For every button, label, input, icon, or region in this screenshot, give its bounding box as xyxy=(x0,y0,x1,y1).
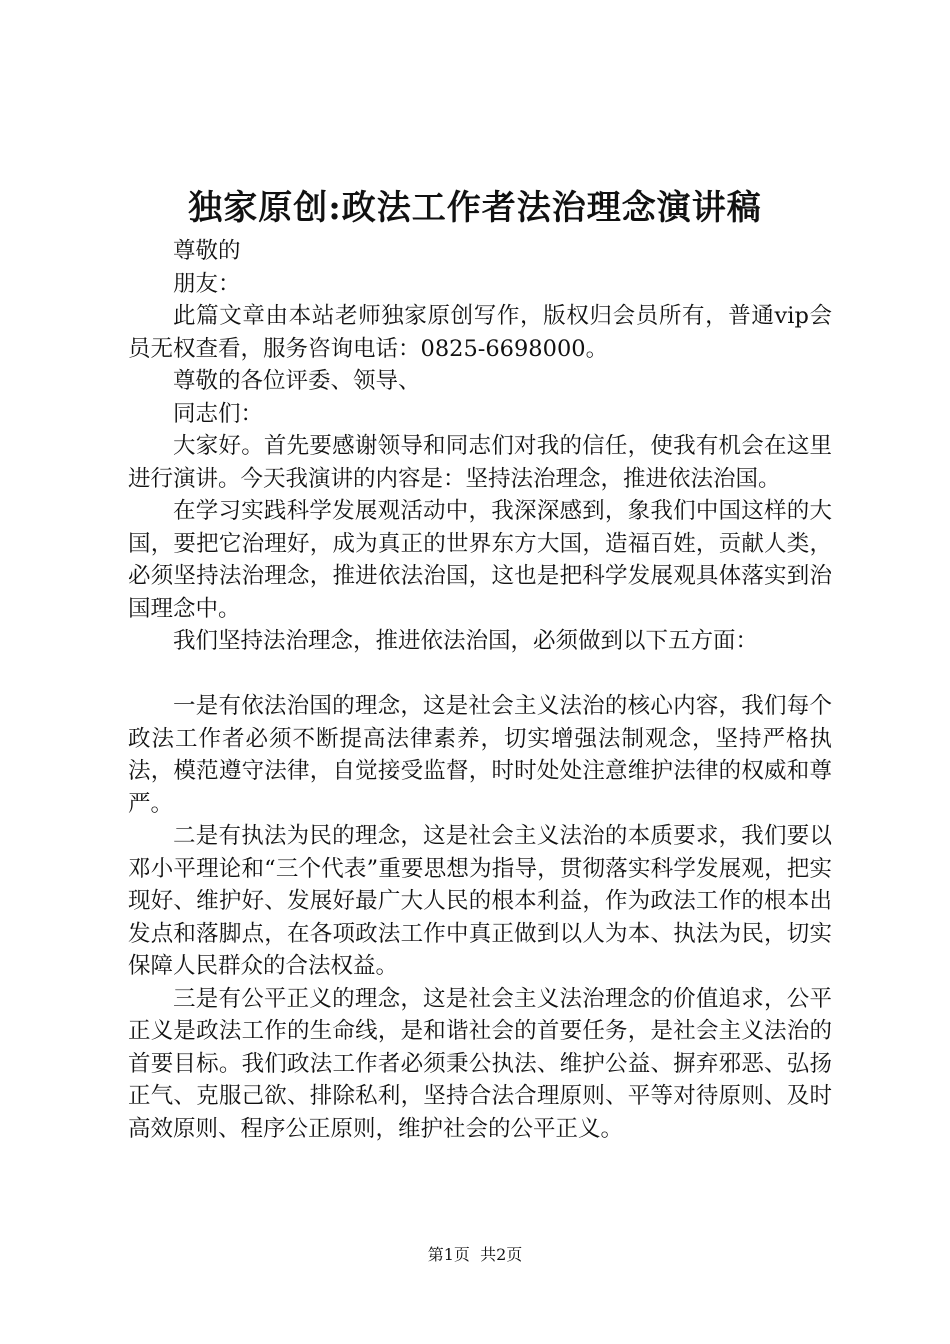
paragraph-copyright-notice: 此篇文章由本站老师独家原创写作，版权归会员所有，普通vip会员无权查看，服务咨询电话：0825-6698000。 xyxy=(128,303,832,362)
paragraph-point-2: 二是有执法为民的理念，这是社会主义法治的本质要求，我们要以邓小平理论和“三个代表”重要思想为指导，贯彻落实科学发展观，把实现好、维护好、发展好最广大人民的根本利益，作为政法工作的根本出发点和落脚点，在各项政法工作中真正做到以人为本、执法为民，切实保障人民群众的合法权益。 xyxy=(128,823,832,979)
page-footer xyxy=(0,1243,950,1267)
paragraph-point-3: 三是有公平正义的理念，这是社会主义法治理念的价值追求，公平正义是政法工作的生命线，是和谐社会的首要任务，是社会主义法治的首要目标。我们政法工作者必须秉公执法、维护公益、摒弃邪恶、弘扬正气、克服己欲、排除私利，坚持合法合理原则、平等对待原则、及时高效原则、程序公正原则，维护社会的公平正义。 xyxy=(128,985,832,1142)
paragraph-greeting-1: 尊敬的各位评委、领导、 xyxy=(173,368,421,394)
blank-line xyxy=(128,658,832,691)
footer-separator xyxy=(470,1245,480,1264)
document-title: 独家原创:政法工作者法治理念演讲稿 xyxy=(188,188,762,228)
paragraph-five-aspects: 我们坚持法治理念，推进依法治国，必须做到以下五方面： xyxy=(173,628,759,654)
paragraph-intro: 大家好。首先要感谢领导和同志们对我的信任，使我有机会在这里进行演讲。今天我演讲的内容是：坚持法治理念，推进依法治国。 xyxy=(128,433,832,492)
document-body xyxy=(128,235,832,1145)
paragraph-point-1: 一是有依法治国的理念，这是社会主义法治的核心内容，我们每个政法工作者必须不断提高法律素养，切实增强法制观念，坚持严格执法，模范遵守法律，自觉接受监督，时时处处注意维护法律的权威和尊严。 xyxy=(128,693,832,817)
paragraph-salutation-2: 朋友： xyxy=(173,270,241,297)
page-number: 第1页 xyxy=(427,1245,470,1264)
paragraph-background: 在学习实践科学发展观活动中，我深深感到，象我们中国这样的大国，要把它治理好，成为真正的世界东方大国，造福百姓，贡献人类，必须坚持法治理念，推进依法治国，这也是把科学发展观具体落实到治国理念中。 xyxy=(128,498,832,622)
paragraph-greeting-2: 同志们： xyxy=(173,400,264,427)
total-pages: 共2页 xyxy=(480,1245,523,1264)
paragraph-salutation-1: 尊敬的 xyxy=(173,238,241,264)
